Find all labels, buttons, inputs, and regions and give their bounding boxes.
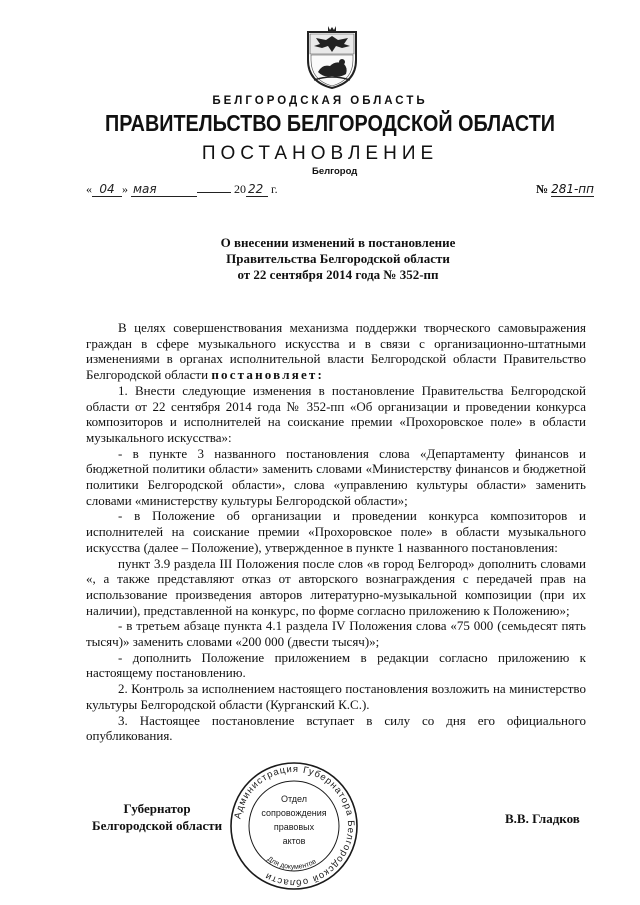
body-paragraph: 3. Настоящее постановление вступает в силу со дня его официального опубликования.	[86, 712, 586, 744]
date-month: мая	[131, 182, 197, 197]
date-year-unit: г.	[271, 182, 278, 196]
position-line: Белгородской области	[92, 818, 223, 833]
document-number	[536, 182, 594, 197]
coat-of-arms-emblem	[302, 24, 362, 90]
date-quote-close: »	[122, 182, 128, 196]
stamp-inner-line: Отдел	[280, 794, 308, 804]
date-year-suffix: 22	[246, 182, 268, 197]
stamp-inner-line: правовых	[273, 822, 315, 832]
signatory-position	[92, 800, 222, 834]
body-paragraph: - дополнить Положение приложением в редакции согласно приложению к настоящему постановлению.	[86, 649, 586, 681]
document-date	[86, 182, 278, 197]
stamp-inner-line: сопровождения	[261, 808, 327, 818]
title-line: Правительства Белгородской области	[226, 251, 450, 266]
intro-keyword: постановляет:	[211, 367, 325, 383]
stamp-outer-text: Администрация Губернатора Белгородской области	[232, 763, 357, 889]
document-title	[0, 235, 640, 283]
body-paragraph: 1. Внести следующие изменения в постановление Правительства Белгородской области от 22 сентября 2014 года № 352-пп «Об организации и проведении конкурса композиторов и исполнителей на соискание премии «Прохоровское поле» в области музыкального искусства»:	[86, 382, 586, 445]
stamp-inner-line: актов	[282, 836, 306, 846]
document-body	[86, 320, 586, 744]
title-line: О внесении изменений в постановление	[220, 235, 456, 250]
region-name: БЕЛГОРОДСКАЯ ОБЛАСТЬ	[212, 95, 428, 107]
date-year-prefix: 20	[234, 182, 246, 196]
body-paragraph: - в третьем абзаце пункта 4.1 раздела IV Положения слова «75 000 (семьдесят пять тысяч)» заменить словами «200 000 (двести тысяч)»;	[86, 618, 586, 650]
position-line: Губернатор	[123, 801, 191, 816]
body-paragraph: - в пункте 3 названного постановления слова «Департаменту финансов и бюджетной политики области» заменить словами «Министерству финансов и бюджетной политики Белгородской области», слова «управлению культуры области» заменить словами «министерству культуры Белгородской области»;	[86, 445, 586, 508]
document-type: ПОСТАНОВЛЕНИЕ	[201, 143, 439, 164]
government-name: ПРАВИТЕЛЬСТВО БЕЛГОРОДСКОЙ ОБЛАСТИ	[105, 110, 555, 136]
title-line: от 22 сентября 2014 года № 352-пп	[237, 267, 439, 282]
number-value: 281-пп	[551, 182, 594, 196]
date-quote-open: «	[86, 182, 92, 196]
body-paragraph: 2. Контроль за исполнением настоящего постановления возложить на министерство культуры Белгородской области (Курганский К.С.).	[86, 681, 586, 712]
signatory-name: В.В. Гладков	[505, 811, 580, 826]
stamp-bottom-text: Для документов	[265, 855, 318, 871]
intro-paragraph	[86, 320, 586, 383]
city-name: Белгород	[312, 166, 358, 177]
body-paragraph: - в Положение об организации и проведении конкурса композиторов и исполнителей на соискание премии «Прохоровское поле» в области музыкального искусства (далее – Положение), утвержденное в пункте 1 названного постановления:	[86, 508, 586, 555]
intro-text: В целях совершенствования механизма поддержки творческого самовыражения граждан в сфере музыкального искусства и в связи с организационно-штатными изменениями в органах исполнительной власти Белгородской области Правительство Белгородской области	[86, 320, 586, 383]
date-day: 04	[92, 182, 122, 197]
body-paragraph: пункт 3.9 раздела III Положения после слов «в город Белгород» дополнить словами «, а также представляют отказ от авторского вознаграждения с передачей прав на использование произведения авторов литературно-музыкальной композиции (при их наличии), представленной на конкурс, по форме согласно приложению к Положению»;	[86, 555, 586, 618]
official-stamp	[228, 760, 360, 892]
number-prefix: №	[536, 182, 549, 196]
